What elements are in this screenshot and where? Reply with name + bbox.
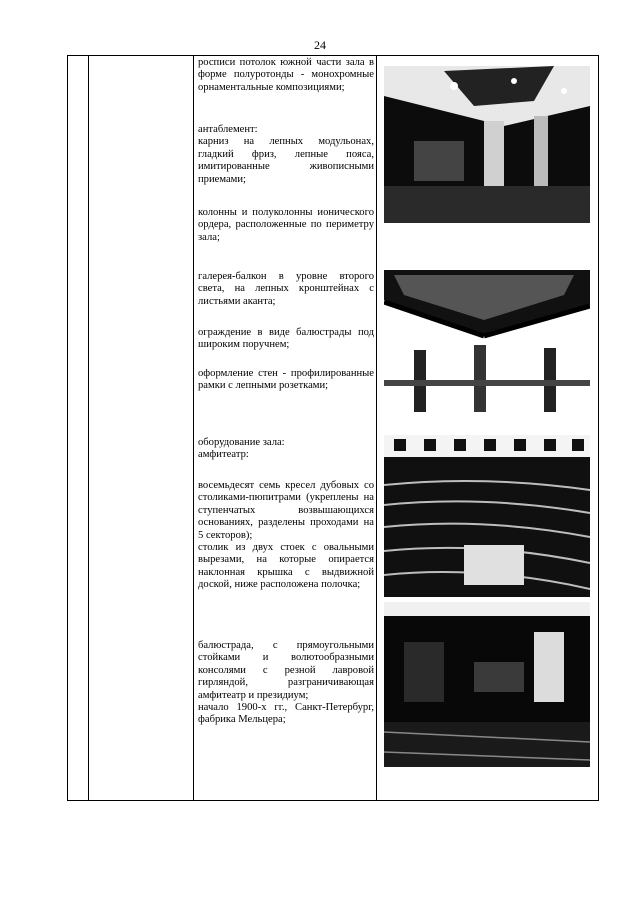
text-line: балюстрада, с прямоугольными стойками и волютообразными консолями с резной лавровой гирляндой, разграничивающая амфитеатр и президиум; [198, 640, 374, 701]
paragraph-railing [198, 327, 374, 352]
amphitheatre-photo-icon [384, 435, 590, 597]
paragraph-entablature [198, 124, 374, 186]
text-line: антаблемент: [198, 124, 258, 135]
text-line: оборудование зала: [198, 437, 285, 448]
text-line: начало 1900-х гг., Санкт-Петербург, фабрика Мельцера; [198, 702, 374, 726]
column-divider [88, 56, 89, 800]
text-line: восемьдесят семь кресел дубовых со столиками-пюпитрами (укреплены на ступенчатых возвышающихся основаниях, разделены проходами на 5 секторов); [198, 480, 374, 541]
paragraph-balustrade [198, 640, 374, 727]
gallery-photo-icon [384, 270, 590, 412]
ceiling-photo-icon [384, 66, 590, 223]
text-line: ограждение в виде балюстрады под широким поручнем; [198, 327, 374, 351]
text-line: росписи потолок южной части зала в форме полуротонды - монохромные орнаментальные композициями; [198, 57, 374, 93]
text-line: оформление стен - профилированные рамки с лепными розетками; [198, 368, 374, 392]
text-line: галерея-балкон в уровне второго света, на лепных кронштейнах с листьями аканта; [198, 271, 374, 307]
paragraph-walls [198, 368, 374, 393]
description-column [198, 56, 375, 800]
text-line: карниз на лепных модульонах, гладкий фриз, лепные пояса, имитированные живописными приемами; [198, 136, 374, 185]
text-line: столик из двух стоек с овальными вырезами, на которые опирается наклонная крышка с выдвижной доской, ниже расположена полочка; [198, 542, 374, 591]
paragraph-equipment [198, 437, 374, 462]
column-divider [193, 56, 194, 800]
paragraph-columns [198, 207, 374, 244]
paragraph-ceiling [198, 57, 374, 94]
page-number: 24 [314, 38, 326, 52]
text-line: амфитеатр: [198, 449, 249, 461]
hall-photo-icon [384, 602, 590, 767]
paragraph-chairs [198, 480, 374, 592]
content-table [67, 55, 599, 801]
text-line: колонны и полуколонны ионического ордера, расположенные по периметру зала; [198, 207, 374, 243]
paragraph-gallery [198, 271, 374, 308]
column-divider [376, 56, 377, 800]
